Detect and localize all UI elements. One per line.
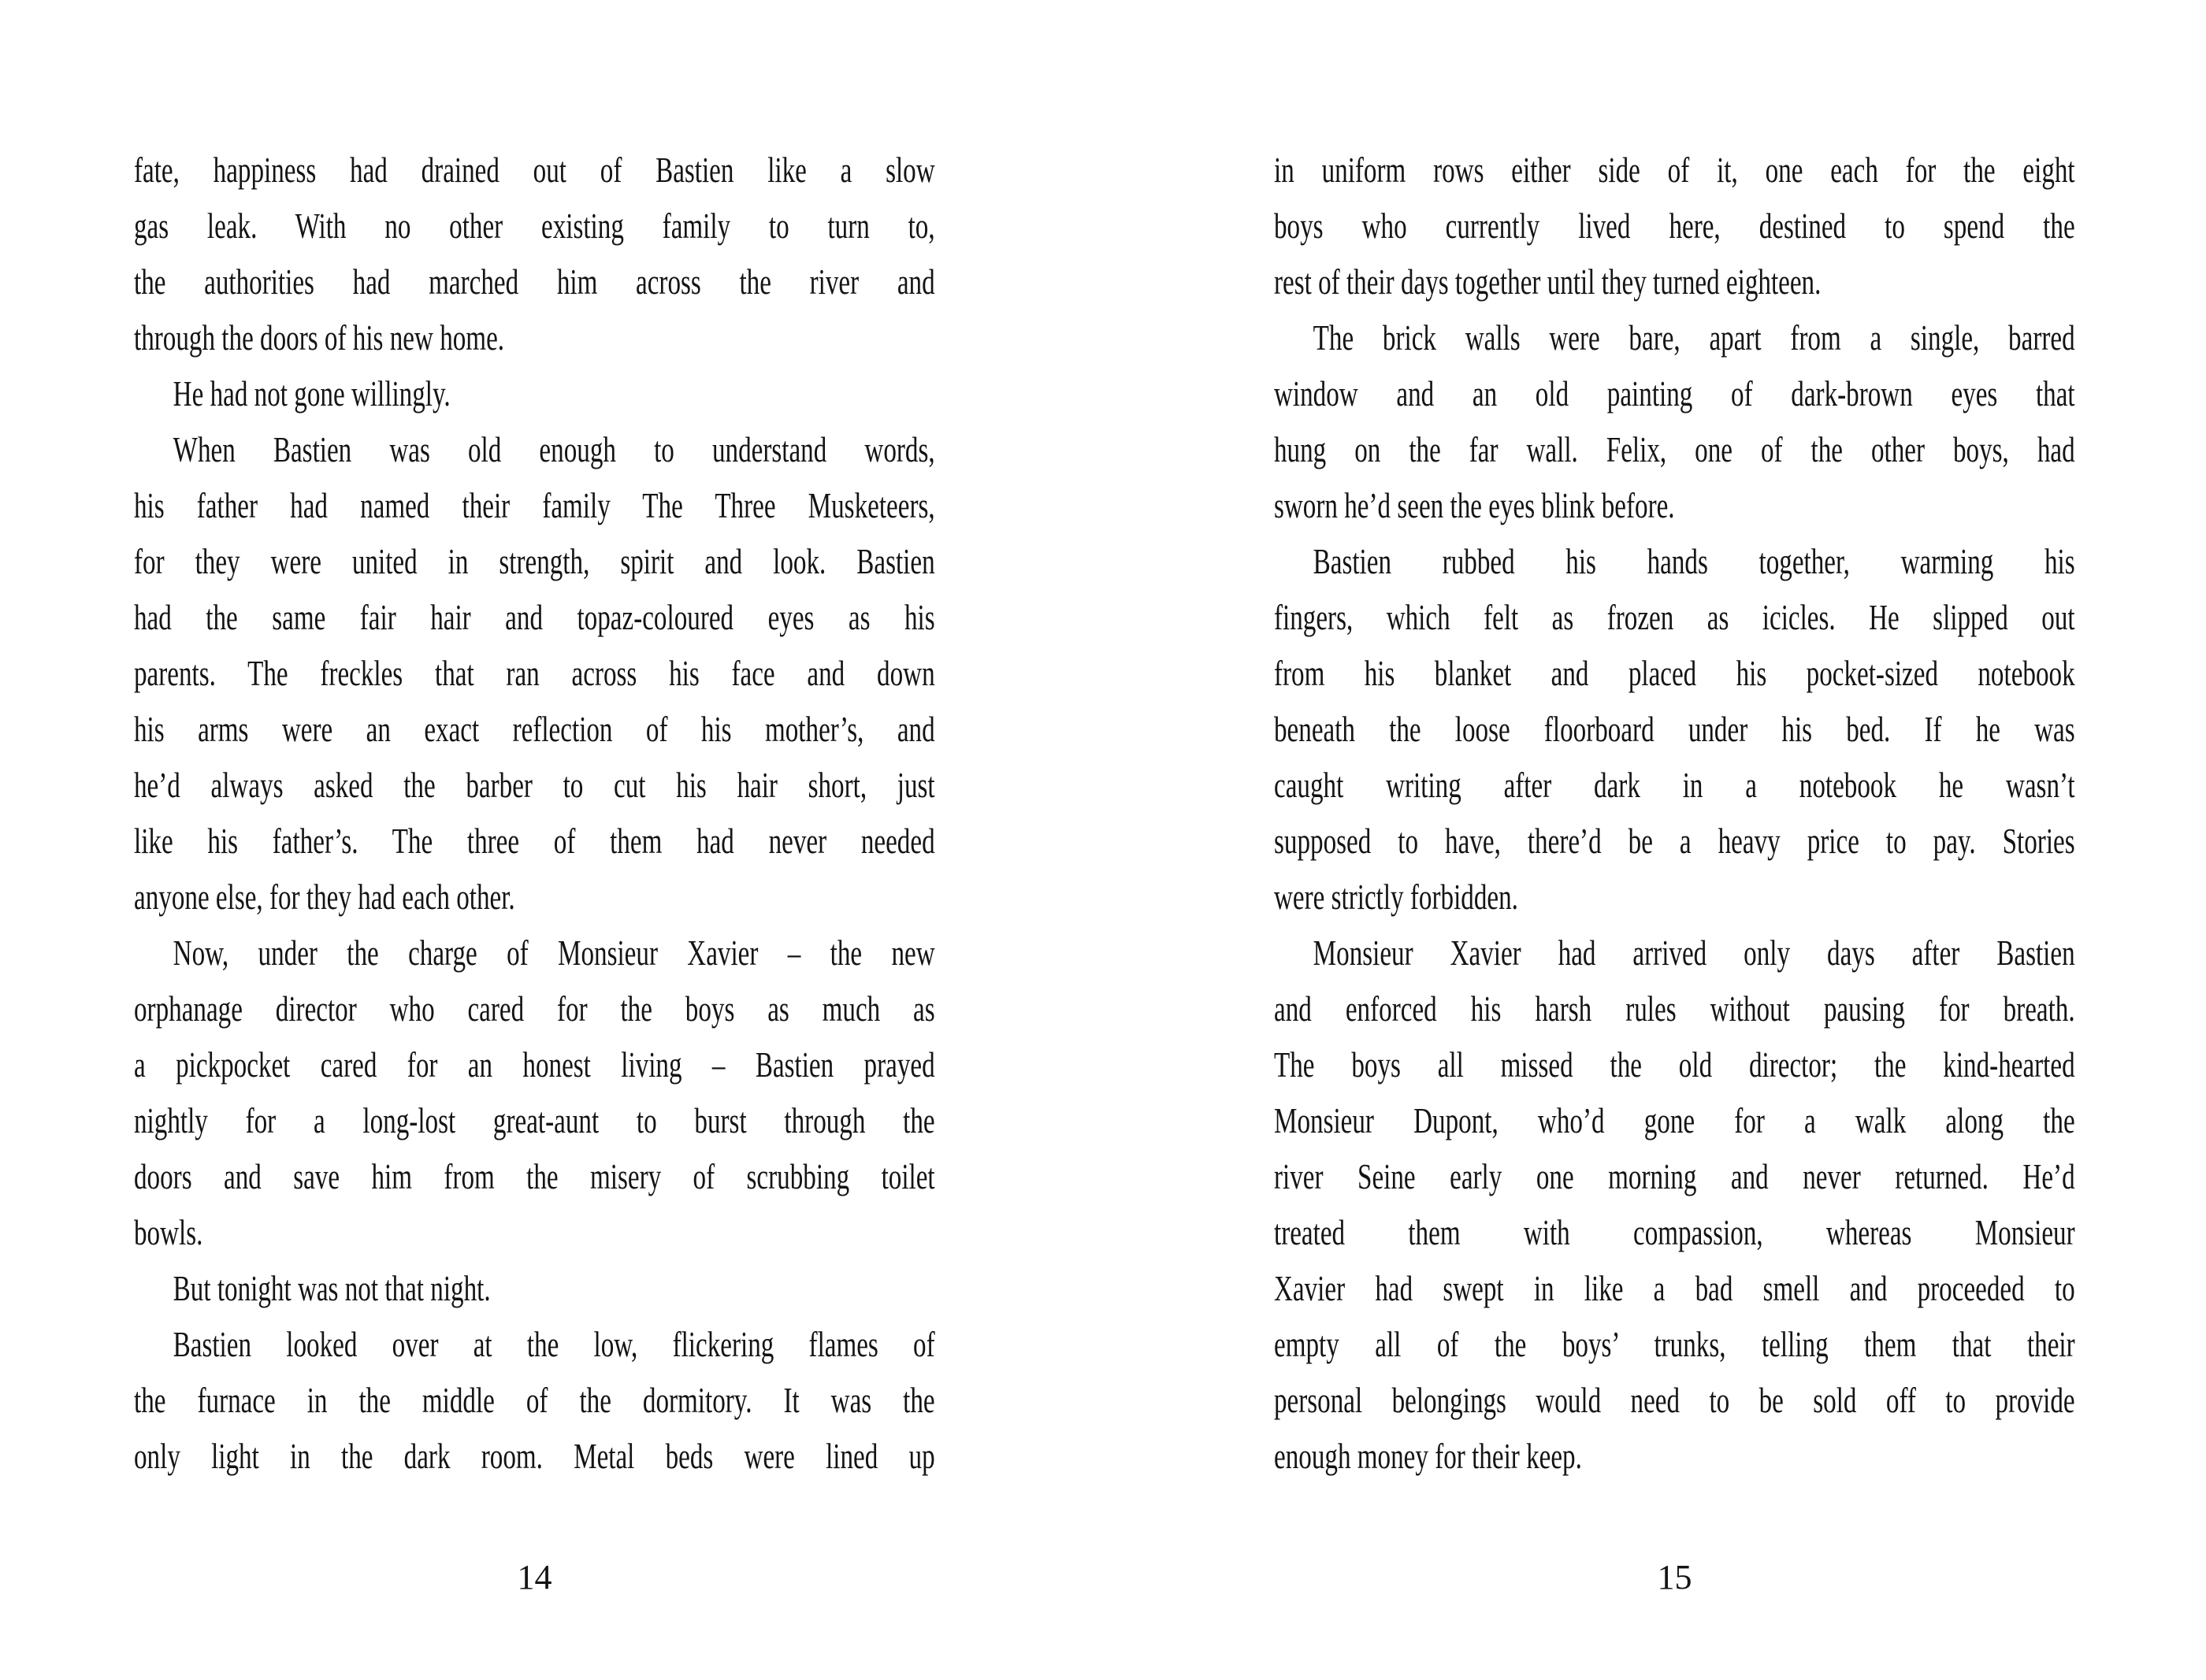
text-line: But tonight was not that night. bbox=[173, 1268, 491, 1308]
text-line: and enforced his harsh rules without pausing for breath. bbox=[1274, 988, 2075, 1029]
text-line: doors and save him from the misery of scrubbing toilet bbox=[134, 1156, 935, 1196]
text-line: Monsieur Dupont, who’d gone for a walk along the bbox=[1274, 1100, 2075, 1140]
page-right-number: 15 bbox=[1657, 1558, 1692, 1597]
text-line: personal belongings would need to be sold off to provide bbox=[1274, 1380, 2075, 1420]
text-line: his father had named their family The Three Musketeers, bbox=[134, 485, 935, 525]
page-right-text-block bbox=[1274, 142, 2075, 1484]
text-line: were strictly forbidden. bbox=[1274, 877, 1518, 917]
text-line: boys who currently lived here, destined to spend the bbox=[1274, 206, 2075, 246]
text-line: bowls. bbox=[134, 1212, 203, 1252]
text-line: gas leak. With no other existing family to turn to, bbox=[134, 206, 935, 246]
text-line: like his father’s. The three of them had never needed bbox=[134, 821, 935, 861]
text-line: The boys all missed the old director; the kind-hearted bbox=[1274, 1044, 2075, 1085]
text-line: sworn he’d seen the eyes blink before. bbox=[1274, 485, 1675, 525]
text-line: parents. The freckles that ran across his face and down bbox=[134, 653, 935, 693]
text-line: Xavier had swept in like a bad smell and proceeded to bbox=[1274, 1268, 2075, 1308]
text-line: for they were united in strength, spirit and look. Bastien bbox=[134, 541, 935, 581]
text-line: Monsieur Xavier had arrived only days after Bastien bbox=[1313, 933, 2075, 973]
text-line: Bastien looked over at the low, flickering flames of bbox=[173, 1324, 935, 1364]
text-line: fate, happiness had drained out of Bastien like a slow bbox=[134, 150, 935, 190]
page-left bbox=[134, 0, 935, 1680]
text-line: window and an old painting of dark-brown eyes that bbox=[1274, 373, 2075, 414]
text-line: his arms were an exact reflection of his mother’s, and bbox=[134, 709, 935, 749]
text-line: beneath the loose floorboard under his bed. If he was bbox=[1274, 709, 2075, 749]
text-line: orphanage director who cared for the boys as much as bbox=[134, 988, 935, 1029]
page-left-text-block bbox=[134, 142, 935, 1484]
page-left-number: 14 bbox=[517, 1558, 552, 1597]
text-line: enough money for their keep. bbox=[1274, 1436, 1582, 1476]
page-right bbox=[1274, 0, 2075, 1680]
text-line: nightly for a long-lost great-aunt to burst through the bbox=[134, 1100, 935, 1140]
text-line: a pickpocket cared for an honest living – Bastien prayed bbox=[134, 1044, 935, 1085]
text-line: the authorities had marched him across the river and bbox=[134, 261, 935, 302]
text-line: supposed to have, there’d be a heavy price to pay. Stories bbox=[1274, 821, 2075, 861]
text-line: caught writing after dark in a notebook he wasn’t bbox=[1274, 765, 2075, 805]
text-line: from his blanket and placed his pocket-sized notebook bbox=[1274, 653, 2075, 693]
text-line: in uniform rows either side of it, one each for the eight bbox=[1274, 150, 2075, 190]
text-line: had the same fair hair and topaz-coloured eyes as his bbox=[134, 597, 935, 637]
text-line: only light in the dark room. Metal beds were lined up bbox=[134, 1436, 935, 1476]
text-line: He had not gone willingly. bbox=[173, 373, 451, 414]
text-line: anyone else, for they had each other. bbox=[134, 877, 515, 917]
text-line: treated them with compassion, whereas Monsieur bbox=[1274, 1212, 2075, 1252]
text-line: through the doors of his new home. bbox=[134, 317, 505, 358]
text-line: rest of their days together until they turned eighteen. bbox=[1274, 261, 1822, 302]
text-line: he’d always asked the barber to cut his hair short, just bbox=[134, 765, 935, 805]
text-line: fingers, which felt as frozen as icicles. He slipped out bbox=[1274, 597, 2075, 637]
text-line: Now, under the charge of Monsieur Xavier – the new bbox=[173, 933, 935, 973]
text-line: Bastien rubbed his hands together, warming his bbox=[1313, 541, 2075, 581]
text-line: hung on the far wall. Felix, one of the other boys, had bbox=[1274, 429, 2075, 469]
text-line: When Bastien was old enough to understand words, bbox=[173, 429, 935, 469]
text-line: river Seine early one morning and never returned. He’d bbox=[1274, 1156, 2075, 1196]
text-line: The brick walls were bare, apart from a single, barred bbox=[1313, 317, 2075, 358]
text-line: empty all of the boys’ trunks, telling them that their bbox=[1274, 1324, 2075, 1364]
text-line: the furnace in the middle of the dormitory. It was the bbox=[134, 1380, 935, 1420]
